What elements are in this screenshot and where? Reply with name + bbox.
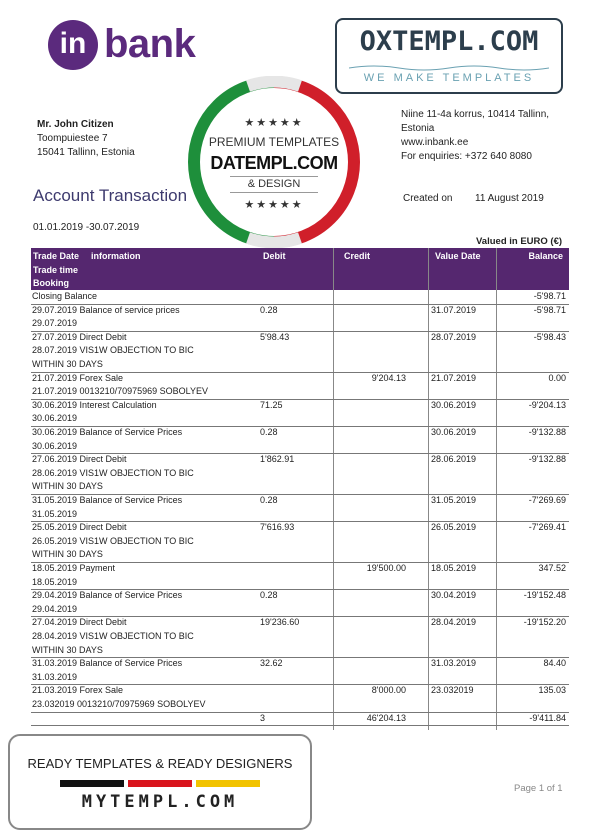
row-description-line: 27.04.2019 Direct Debit: [32, 617, 127, 628]
row-balance: -19'152.20: [523, 617, 566, 628]
created-label: Created on: [403, 193, 453, 204]
row-description: [32, 494, 262, 521]
row-description-line: 30.06.2019 Interest Calculation: [32, 399, 157, 410]
table-row: [31, 712, 569, 727]
row-description: [32, 426, 262, 453]
row-description-line: 21.07.2019 0013210/70975969 SOBOLYEV: [32, 386, 208, 397]
table-row: [31, 399, 569, 427]
row-description-line: 31.03.2019: [32, 671, 78, 682]
row-balance: -9'132.88: [528, 427, 566, 437]
row-description-line: 30.06.2019 Balance of Service Prices: [32, 427, 183, 437]
header-booking: Booking: [33, 278, 69, 288]
created-date: 11 August 2019: [475, 193, 544, 204]
table-row: [31, 684, 569, 712]
row-description-line: 23.032019 0013210/70975969 SOBOLYEV: [32, 698, 206, 709]
header-credit: Credit: [344, 251, 371, 261]
row-value-date: 31.07.2019: [431, 304, 477, 315]
stamp-divider: [230, 192, 318, 193]
row-value-date: 28.06.2019: [431, 454, 477, 465]
flag-bar-black: [60, 780, 124, 787]
row-debit: 32.62: [260, 658, 283, 669]
row-value-date: 31.05.2019: [431, 495, 477, 505]
row-description-line: 25.05.2019 Direct Debit: [32, 522, 127, 533]
header-information: information: [91, 251, 141, 261]
row-credit: 8'000.00: [371, 685, 406, 696]
row-description-line: 18.05.2019 Payment: [32, 563, 116, 573]
logo-mark: in: [48, 20, 98, 70]
row-description-line: Closing Balance: [32, 291, 98, 301]
stamp-line-premium: PREMIUM TEMPLATES: [208, 135, 340, 149]
row-debit: 3: [260, 712, 266, 723]
row-balance: -7'269.41: [528, 522, 566, 533]
table-row: [31, 304, 569, 332]
stars-top: ★★★★★: [244, 117, 304, 129]
datempl-stamp: [188, 76, 360, 248]
stamp-line-design: & DESIGN: [247, 178, 301, 190]
row-description-line: 26.05.2019 VIS1W OBJECTION TO BIC: [32, 535, 194, 546]
row-value-date: 21.07.2019: [431, 372, 477, 383]
header-debit: Debit: [263, 251, 286, 261]
bank-address: [401, 108, 549, 164]
row-debit: 1'862.91: [260, 454, 295, 465]
row-description: [32, 304, 262, 331]
row-balance: -7'269.69: [528, 495, 566, 505]
row-debit: 7'616.93: [260, 522, 295, 533]
row-description-line: 28.07.2019 VIS1W OBJECTION TO BIC: [32, 345, 194, 356]
row-description: [32, 684, 262, 711]
row-description-line: 30.06.2019: [32, 413, 78, 424]
table-row: [31, 562, 569, 590]
row-debit: 5'98.43: [260, 331, 290, 342]
row-debit: 0.28: [260, 590, 278, 601]
row-description-line: 28.06.2019 VIS1W OBJECTION TO BIC: [32, 467, 194, 478]
stars-bottom: ★★★★★: [244, 199, 304, 211]
row-description: [32, 616, 262, 657]
oxtempl-title: OXTEMPL.COM: [359, 26, 539, 57]
row-description: [32, 521, 262, 562]
row-description: [32, 657, 262, 684]
oxtempl-subtitle: WE MAKE TEMPLATES: [363, 72, 535, 84]
page-title: Account Transaction: [33, 186, 188, 205]
row-balance: 347.52: [538, 563, 566, 573]
header-value-date: Value Date: [435, 251, 481, 261]
row-debit: 19'236.60: [260, 617, 300, 628]
row-value-date: 23.032019: [431, 685, 474, 696]
row-balance: 135.03: [538, 685, 566, 696]
row-balance: -5'98.71: [533, 291, 566, 301]
table-row: [31, 521, 569, 563]
row-description-line: WITHIN 30 DAYS: [32, 358, 103, 369]
row-description-line: 29.07.2019: [32, 318, 78, 329]
row-description-line: 31.05.2019: [32, 508, 78, 519]
badge-tagline: READY TEMPLATES & READY DESIGNERS: [27, 756, 293, 771]
row-balance: 0.00: [548, 372, 566, 383]
row-balance: -9'204.13: [528, 399, 566, 410]
row-description: [32, 562, 262, 589]
oxtempl-watermark: [335, 18, 563, 94]
stamp-divider: [230, 176, 318, 177]
row-balance: -5'98.71: [533, 304, 566, 315]
badge-site: MYTEMPL.COM: [81, 792, 239, 812]
table-row: [31, 494, 569, 522]
row-description-line: 18.05.2019: [32, 576, 78, 587]
bank-enquiries: For enquiries: +372 640 8080: [401, 151, 532, 162]
row-credit: 46'204.13: [366, 712, 406, 723]
bank-address-line2: Estonia: [401, 123, 435, 134]
header-balance: Balance: [528, 251, 563, 261]
row-description-line: 21.03.2019 Forex Sale: [32, 685, 124, 696]
row-balance: -9'132.88: [528, 454, 566, 465]
row-balance: -19'152.48: [523, 590, 566, 601]
row-value-date: 30.06.2019: [431, 427, 477, 437]
row-description-line: WITHIN 30 DAYS: [32, 481, 103, 492]
customer-city: 15041 Tallinn, Estonia: [37, 147, 135, 158]
row-description: [32, 290, 262, 304]
row-description-line: WITHIN 30 DAYS: [32, 549, 103, 560]
table-row: [31, 426, 569, 454]
row-description-line: 29.07.2019 Balance of service prices: [32, 304, 180, 315]
flag-bar-red: [128, 780, 192, 787]
row-value-date: 30.04.2019: [431, 590, 477, 601]
statement-period: 01.01.2019 -30.07.2019: [33, 222, 140, 233]
row-description-line: 29.04.2019 Balance of Service Prices: [32, 590, 183, 601]
row-debit: 0.28: [260, 495, 278, 505]
header-trade-time: Trade time: [33, 265, 79, 275]
row-description: [32, 589, 262, 616]
row-value-date: 18.05.2019: [431, 563, 477, 573]
row-description-line: 31.03.2019 Balance of Service Prices: [32, 658, 183, 669]
customer-name: Mr. John Citizen: [37, 119, 114, 130]
header-trade-date: Trade Date: [33, 251, 80, 261]
row-description-line: 28.04.2019 VIS1W OBJECTION TO BIC: [32, 630, 194, 641]
table-row: [31, 657, 569, 685]
row-credit: 9'204.13: [371, 372, 406, 383]
table-header: [31, 248, 569, 290]
currency-note: Valued in EURO (€): [476, 236, 563, 247]
row-description: [32, 331, 262, 372]
row-value-date: 30.06.2019: [431, 399, 477, 410]
row-description-line: 29.04.2019: [32, 603, 78, 614]
row-description: [32, 453, 262, 494]
row-balance: -9'411.84: [529, 712, 566, 723]
mytempl-watermark: [8, 734, 312, 830]
table-row: [31, 372, 569, 400]
row-description-line: 27.06.2019 Direct Debit: [32, 454, 127, 465]
row-description: [32, 372, 262, 399]
stamp-line-datempl: DATEMPL.COM: [210, 153, 338, 173]
row-description-line: 21.07.2019 Forex Sale: [32, 372, 124, 383]
row-debit: 0.28: [260, 304, 278, 315]
row-balance: 84.40: [543, 658, 566, 669]
customer-street: Toompuiestee 7: [37, 133, 108, 144]
flag-bar-yellow: [196, 780, 260, 787]
logo-word: bank: [104, 22, 196, 66]
row-value-date: 26.05.2019: [431, 522, 477, 533]
row-value-date: 28.07.2019: [431, 331, 477, 342]
row-description-line: 30.06.2019: [32, 440, 78, 451]
row-description: [32, 399, 262, 426]
bank-website: www.inbank.ee: [401, 137, 469, 148]
row-credit: 19'500.00: [366, 563, 406, 573]
stamp-content: [202, 90, 346, 234]
row-description-line: WITHIN 30 DAYS: [32, 644, 103, 655]
inbank-logo: [48, 20, 248, 76]
table-row: [31, 453, 569, 495]
customer-address: [37, 118, 135, 160]
table-row: [31, 290, 569, 305]
bank-address-line1: Niine 11-4a korrus, 10414 Tallinn,: [401, 109, 550, 120]
table-row: [31, 616, 569, 658]
row-value-date: 31.03.2019: [431, 658, 477, 669]
row-value-date: 28.04.2019: [431, 617, 477, 628]
row-description-line: 31.05.2019 Balance of Service Prices: [32, 495, 183, 505]
row-description-line: 27.07.2019 Direct Debit: [32, 331, 127, 342]
page-number: Page 1 of 1: [514, 783, 563, 794]
table-row: [31, 331, 569, 373]
row-debit: 0.28: [260, 427, 278, 437]
row-debit: 71.25: [260, 399, 283, 410]
row-balance: -5'98.43: [533, 331, 566, 342]
table-row: [31, 589, 569, 617]
wave-decoration: [349, 64, 549, 72]
